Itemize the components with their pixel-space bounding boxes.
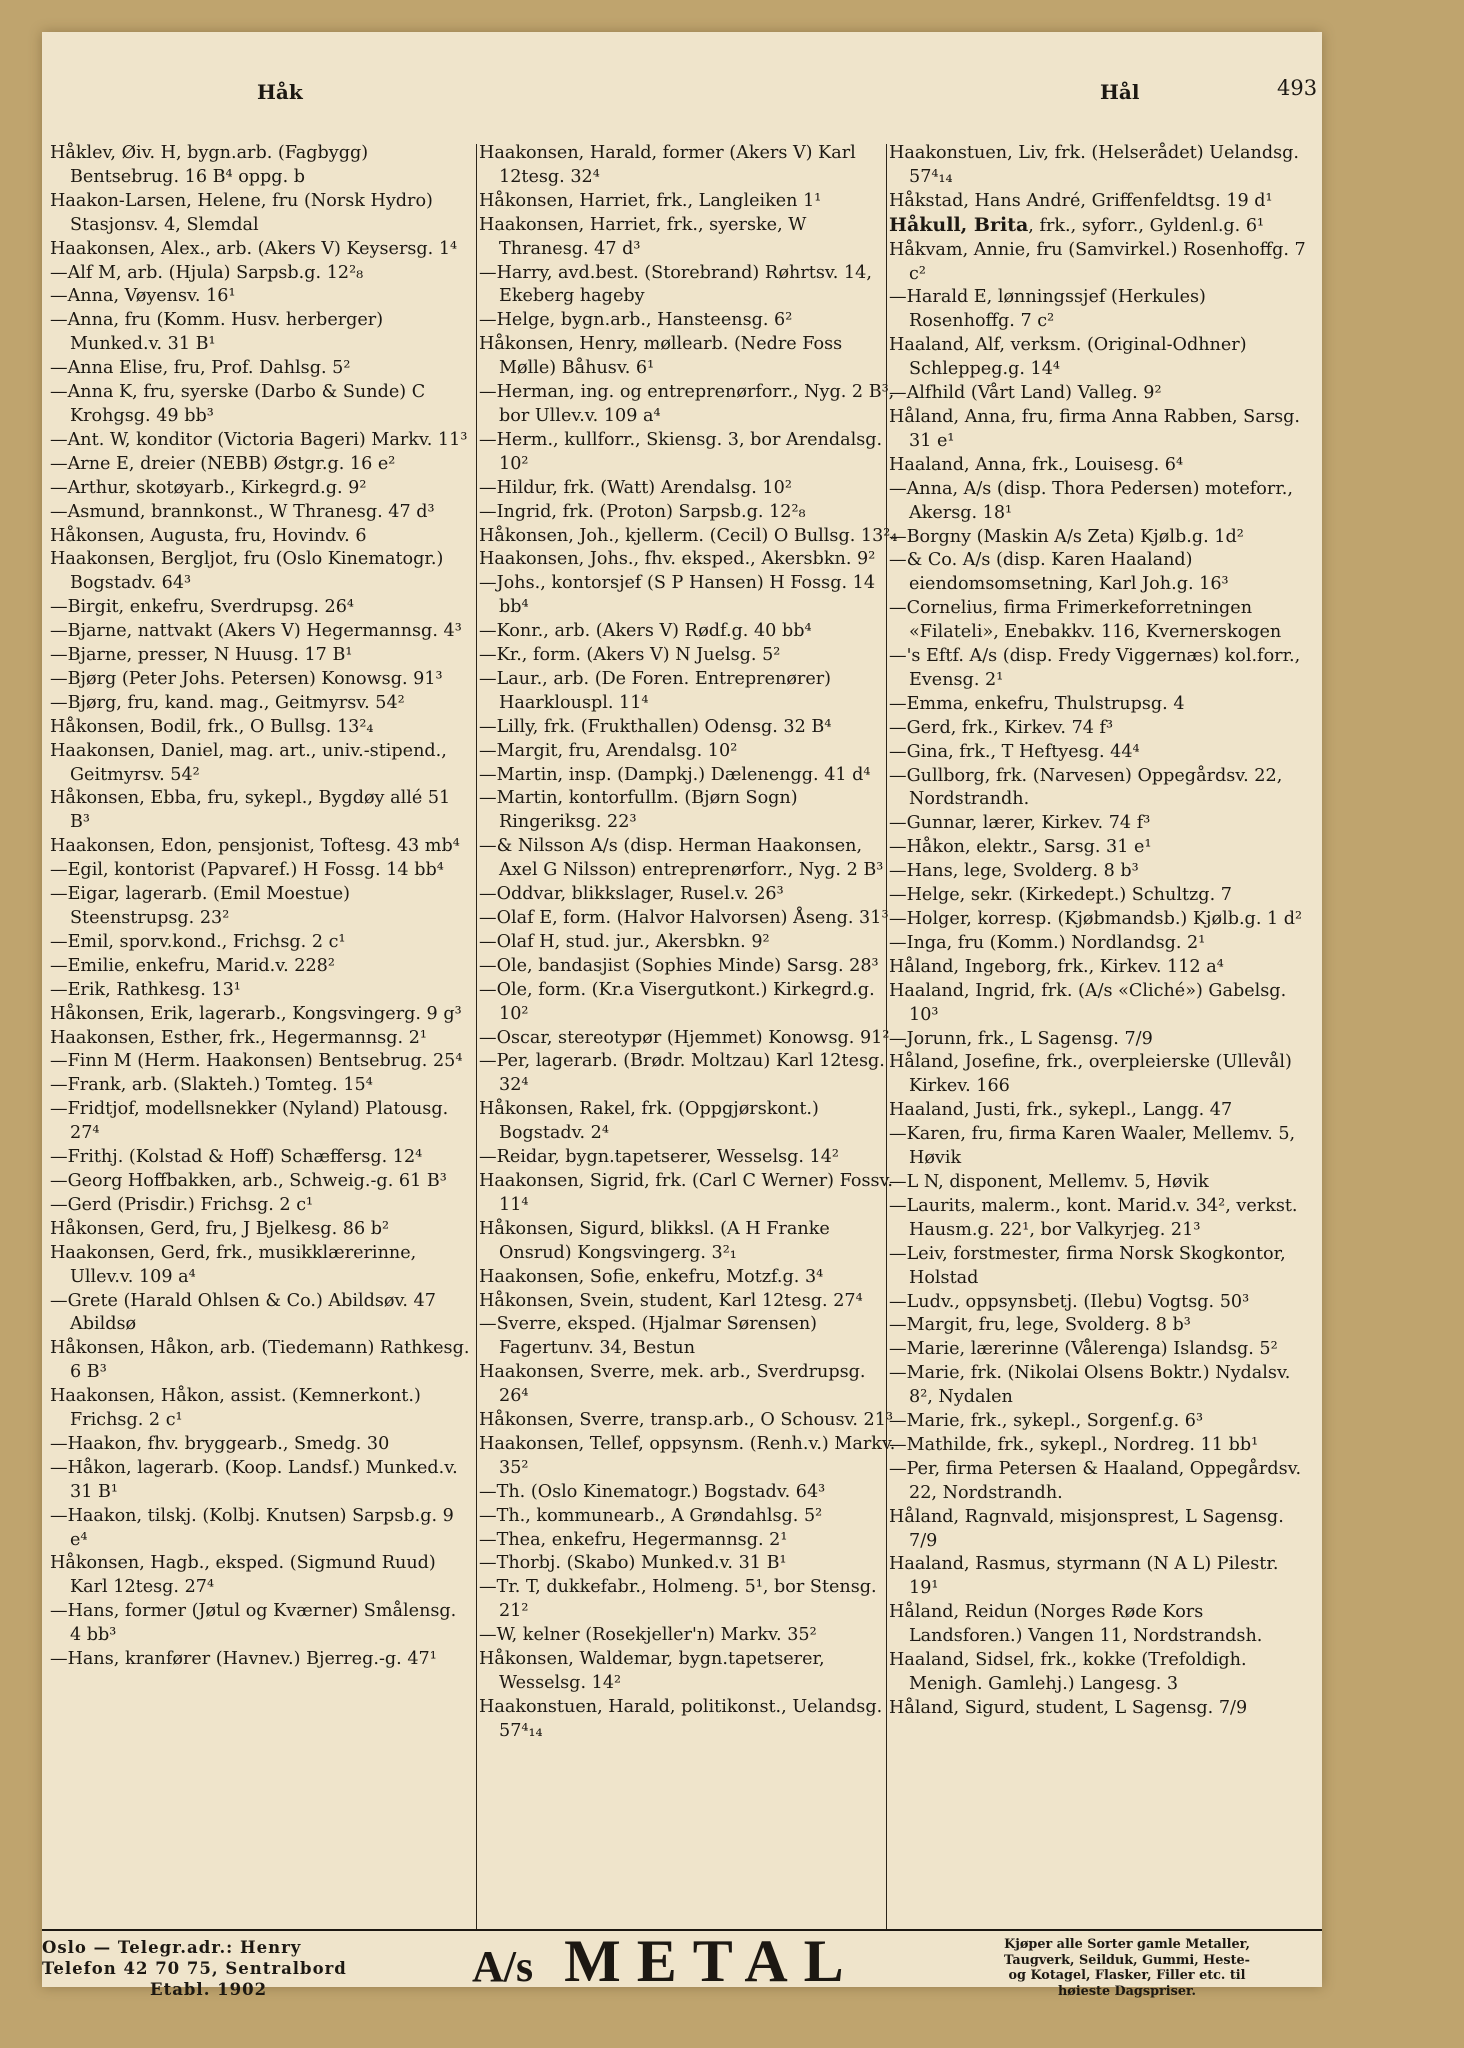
directory-entry: —Frank, arb. (Slakteh.) Tomteg. 15⁴ <box>50 1075 373 1096</box>
directory-entry: Haakonsen, Gerd, frk., musikklærerinne, Ullev.v. 109 a⁴ <box>50 1242 417 1287</box>
directory-entry: —Arthur, skotøyarb., Kirkegrd.g. 9² <box>50 477 367 498</box>
directory-entry: —L N, disponent, Mellemv. 5, Høvik <box>889 1171 1209 1192</box>
directory-entry: Haakonsen, Håkon, assist. (Kemnerkont.) Frichsg. 2 c¹ <box>50 1386 421 1431</box>
directory-entry: Håkonsen, Joh., kjellerm. (Cecil) O Bullsg. 13²₄ <box>479 525 898 546</box>
directory-entry: Håkonsen, Sigurd, blikksl. (A H Franke Onsrud) Kongsvingerg. 3²₁ <box>479 1218 830 1263</box>
directory-entry: —Bjarne, presser, N Huusg. 17 B¹ <box>50 645 353 666</box>
directory-entry: —Asmund, brannkonst., W Thranesg. 47 d³ <box>50 501 435 522</box>
directory-entry: —Håkon, lagerarb. (Koop. Landsf.) Munked.v. 31 B¹ <box>50 1457 458 1502</box>
directory-entry: —Harald E, lønningssjef (Herkules) Rosenhoffg. 7 c² <box>889 287 1206 332</box>
directory-entry: —Herman, ing. og entreprenørforr., Nyg. 2 B³, bor Ullev.v. 109 a⁴ <box>479 382 895 426</box>
directory-entry: —Per, firma Petersen & Haaland, Oppegårdsv. 22, Nordstrandh. <box>889 1458 1302 1503</box>
directory-entry: —Alfhild (Vårt Land) Valleg. 9² <box>889 383 1162 404</box>
directory-entry: —Helge, bygn.arb., Hansteensg. 6² <box>479 310 793 331</box>
directory-entry: —Tr. T, dukkefabr., Holmeng. 5¹, bor Stensg. 21² <box>479 1577 877 1622</box>
directory-entry: —Margit, fru, Arendalsg. 10² <box>479 740 738 761</box>
directory-entry: —Marie, frk. (Nikolai Olsens Boktr.) Nydalsv. 8², Nydalen <box>889 1363 1291 1408</box>
directory-entry: Håland, Reidun (Norges Røde Kors Landsforen.) Vangen 11, Nordstrandsh. <box>889 1602 1263 1647</box>
ad-contact-line: Etabl. 1902 <box>150 1980 268 1999</box>
directory-entry: —Johs., kontorsjef (S P Hansen) H Fossg. 14 bb⁴ <box>479 573 876 618</box>
directory-entry: —Marie, lærerinne (Vålerenga) Islandsg. 5² <box>889 1339 1278 1360</box>
directory-entry: Håland, Josefine, frk., overpleierske (Ullevål) Kirkev. 166 <box>889 1052 1292 1097</box>
directory-entry: —Emil, sporv.kond., Frichsg. 2 c¹ <box>50 931 346 952</box>
directory-entry: —Per, lagerarb. (Brødr. Moltzau) Karl 12tesg. 32⁴ <box>479 1051 885 1096</box>
directory-entry: —Oscar, stereotypør (Hjemmet) Konowsg. 91² <box>479 1027 890 1048</box>
directory-entry: —'s Eftf. A/s (disp. Fredy Viggernæs) kol.forr., Evensg. 2¹ <box>889 646 1301 690</box>
ad-offer-block <box>932 1937 1322 1999</box>
directory-entry: —Finn M (Herm. Haakonsen) Bentsebrug. 25⁴ <box>50 1051 463 1072</box>
directory-entry: —W, kelner (Rosekjeller'n) Markv. 35² <box>479 1625 817 1646</box>
directory-entry: Haaland, Sidsel, frk., kokke (Trefoldigh. Menigh. Gamlehj.) Langesg. 3 <box>889 1650 1247 1694</box>
page-number: 493 <box>1277 76 1318 100</box>
directory-entry: Haaland, Anna, frk., Louisesg. 6⁴ <box>889 454 1184 475</box>
directory-entry: Håkonsen, Ebba, fru, sykepl., Bygdøy allé 51 B³ <box>50 788 451 833</box>
directory-entry: —Gerd (Prisdir.) Frichsg. 2 c¹ <box>50 1194 314 1215</box>
directory-entry: —Martin, kontorfullm. (Bjørn Sogn) Ringeriksg. 22³ <box>479 788 798 833</box>
directory-entry: —Laur., arb. (De Foren. Entreprenører) Haarklouspl. 11⁴ <box>479 668 832 713</box>
directory-entry: Haaland, Justi, frk., sykepl., Langg. 47 <box>889 1100 1233 1121</box>
directory-entry: —Anna, fru (Komm. Husv. herberger) Munked.v. 31 B¹ <box>50 310 384 355</box>
directory-entry: —Martin, insp. (Dampkj.) Dælenengg. 41 d⁴ <box>479 764 871 785</box>
directory-entry: —Th. (Oslo Kinematogr.) Bogstadv. 64³ <box>479 1481 826 1502</box>
directory-entry: —Håkon, elektr., Sarsg. 31 e¹ <box>889 837 1152 858</box>
directory-entry: Haakonsen, Bergljot, fru (Oslo Kinematogr.) Bogstadv. 64³ <box>50 549 444 594</box>
directory-entry: Haaland, Ingrid, frk. (A/s «Cliché») Gabelsg. 10³ <box>889 980 1287 1025</box>
directory-entry: —Helge, sekr. (Kirkedept.) Schultzg. 7 <box>889 885 1232 906</box>
directory-entry: —Herm., kullforr., Skiensg. 3, bor Arendalsg. 10² <box>479 429 883 474</box>
directory-entry: —Egil, kontorist (Papvaref.) H Fossg. 14 bb⁴ <box>50 860 444 881</box>
directory-entry: —Hildur, frk. (Watt) Arendalsg. 10² <box>479 477 792 498</box>
directory-entry: —Georg Hoffbakken, arb., Schweig.-g. 61 B³ <box>50 1170 447 1191</box>
directory-entry <box>889 214 1309 239</box>
directory-entry: Haaland, Alf, verksm. (Original-Odhner) Schleppeg.g. 14⁴ <box>889 335 1247 380</box>
directory-entry: —Haakon, tilskj. (Kolbj. Knutsen) Sarpsb.g. 9 e⁴ <box>50 1505 454 1550</box>
column-rule-1 <box>476 144 477 1929</box>
directory-entry: —Konr., arb. (Akers V) Rødf.g. 40 bb⁴ <box>479 621 812 642</box>
directory-entry: —Margit, fru, lege, Svolderg. 8 b³ <box>889 1315 1191 1336</box>
directory-entry: Haakonsen, Harald, former (Akers V) Karl 12tesg. 32⁴ <box>479 143 856 187</box>
advertisement-footer <box>42 1928 1322 1999</box>
directory-entry: —Gina, frk., T Heftyesg. 44⁴ <box>889 741 1140 762</box>
directory-entry: —Erik, Rathkesg. 13¹ <box>50 979 241 1000</box>
entry-bold-name: Håkull, Brita <box>889 213 1029 236</box>
directory-entry: —Ole, bandasjist (Sophies Minde) Sarsg. 28³ <box>479 955 879 976</box>
directory-entry: Håland, Ingeborg, frk., Kirkev. 112 a⁴ <box>889 956 1224 977</box>
directory-entry: —Bjarne, nattvakt (Akers V) Hegermannsg. 4³ <box>50 621 462 642</box>
directory-entry: Håkonsen, Harriet, frk., Langleiken 1¹ <box>479 190 822 211</box>
ad-brand-name: METAL <box>564 1928 860 1994</box>
ad-contact-block <box>42 1937 347 2000</box>
directory-entry: —Fridtjof, modellsnekker (Nyland) Platousg. 27⁴ <box>50 1099 449 1144</box>
directory-entry: —Mathilde, frk., sykepl., Nordreg. 11 bb¹ <box>889 1434 1259 1455</box>
directory-entry: Håkonsen, Rakel, frk. (Oppgjørskont.) Bogstadv. 2⁴ <box>479 1099 819 1144</box>
directory-entry: Haakonstuen, Harald, politikonst., Uelandsg. 57⁴₁₄ <box>479 1696 883 1741</box>
directory-entry: Håland, Sigurd, student, L Sagensg. 7/9 <box>889 1697 1248 1718</box>
directory-entry: Håkonsen, Waldemar, bygn.tapetserer, Wesselsg. 14² <box>479 1649 825 1693</box>
directory-entry: —Hans, kranfører (Havnev.) Bjerreg.-g. 47¹ <box>50 1649 437 1670</box>
directory-entry: —Bjørg, fru, kand. mag., Geitmyrsv. 54² <box>50 692 405 713</box>
directory-entry: Håkonsen, Augusta, fru, Hovindv. 6 <box>50 525 367 546</box>
ad-contact-line: Telefon 42 70 75, Sentralbord <box>42 1959 347 1978</box>
directory-entry: —Thea, enkefru, Hegermannsg. 2¹ <box>479 1529 788 1550</box>
directory-entry: —Leiv, forstmester, firma Norsk Skogkontor, Holstad <box>889 1243 1286 1288</box>
directory-entry: —Olaf H, stud. jur., Akersbkn. 9² <box>479 931 770 952</box>
directory-entry: —Olaf E, form. (Halvor Halvorsen) Åseng. 31³ <box>479 908 889 928</box>
directory-entry: Håkonsen, Henry, møllearb. (Nedre Foss Mølle) Båhusv. 6¹ <box>479 334 843 379</box>
directory-entry: —Arne E, dreier (NEBB) Østgr.g. 16 e² <box>50 453 396 474</box>
directory-entry: Håkonsen, Håkon, arb. (Tiedemann) Rathkesg. 6 B³ <box>50 1338 470 1383</box>
directory-entry: —Laurits, malerm., kont. Marid.v. 34², verkst. Hausm.g. 22¹, bor Valkyrjeg. 21³ <box>889 1195 1298 1240</box>
directory-entry: —Reidar, bygn.tapetserer, Wesselsg. 14² <box>479 1147 839 1168</box>
directory-entry: Haakonsen, Alex., arb. (Akers V) Keysersg. 1⁴ <box>50 238 458 259</box>
directory-entry: —Anna K, fru, syerske (Darbo & Sunde) C Krohgsg. 49 bb³ <box>50 382 426 426</box>
directory-entry: Håklev, Øiv. H, bygn.arb. (Fagbygg) Bentsebrug. 16 B⁴ oppg. b <box>50 143 369 187</box>
directory-entry: Haakonsen, Tellef, oppsynsm. (Renh.v.) Markv. 35² <box>479 1433 896 1478</box>
directory-entry: —& Co. A/s (disp. Karen Haaland) eiendomsomsetning, Karl Joh.g. 16³ <box>889 550 1229 595</box>
directory-entry: —Marie, frk., sykepl., Sorgenf.g. 6³ <box>889 1411 1204 1432</box>
directory-entry: —Borgny (Maskin A/s Zeta) Kjølb.g. 1d² <box>889 526 1244 547</box>
directory-entry: Haaland, Rasmus, styrmann (N A L) Pilestr. 19¹ <box>889 1554 1279 1599</box>
directory-page <box>42 32 1322 1999</box>
header-center-keyword: Hål <box>1100 80 1140 104</box>
directory-entry: —Anna Elise, fru, Prof. Dahlsg. 5² <box>50 358 351 379</box>
directory-entry: —Sverre, eksped. (Hjalmar Sørensen) Fagertunv. 34, Bestun <box>479 1314 818 1359</box>
directory-entry: —Gunnar, lærer, Kirkev. 74 f³ <box>889 813 1151 834</box>
directory-entry: —Ole, form. (Kr.a Visergutkont.) Kirkegrd.g. 10² <box>479 979 875 1024</box>
directory-entry: Haakonsen, Harriet, frk., syerske, W Thranesg. 47 d³ <box>479 214 807 259</box>
ad-offer-line: høieste Dagspriser. <box>1057 1983 1197 1999</box>
directory-entry: —Karen, fru, firma Karen Waaler, Mellemv. 5, Høvik <box>889 1124 1296 1169</box>
directory-entry: —Gullborg, frk. (Narvesen) Oppegårdsv. 22, Nordstrandh. <box>889 765 1283 810</box>
directory-entry: —Haakon, fhv. bryggearb., Smedg. 30 <box>50 1433 390 1454</box>
directory-entry: —& Nilsson A/s (disp. Herman Haakonsen, Axel G Nilsson) entreprenørforr., Nyg. 2 B³ <box>479 836 884 881</box>
directory-entry: —Anna, A/s (disp. Thora Pedersen) moteforr., Akersg. 18¹ <box>889 478 1293 523</box>
directory-entry: —Bjørg (Peter Johs. Petersen) Konowsg. 91³ <box>50 668 443 689</box>
ad-brand-prefix: A/s <box>472 1942 534 1991</box>
directory-entry: —Emma, enkefru, Thulstrupsg. 4 <box>889 693 1185 714</box>
directory-entry: Håkonsen, Erik, lagerarb., Kongsvingerg. 9 g³ <box>50 1003 462 1024</box>
directory-entry: —Hans, former (Jøtul og Kværner) Smålensg. 4 bb³ <box>50 1601 457 1646</box>
directory-entry: —Hans, lege, Svolderg. 8 b³ <box>889 861 1139 882</box>
directory-entry: —Eigar, lagerarb. (Emil Moestue) Steenstrupsg. 23² <box>50 884 350 928</box>
directory-entry: Haakon-Larsen, Helene, fru (Norsk Hydro) Stasjonsv. 4, Slemdal <box>50 190 433 235</box>
directory-entry: Haakonsen, Edon, pensjonist, Toftesg. 43 mb⁴ <box>50 836 460 857</box>
directory-entry: —Emilie, enkefru, Marid.v. 228² <box>50 955 335 976</box>
directory-entry: Håkonsen, Hagb., eksped. (Sigmund Ruud) Karl 12tesg. 27⁴ <box>50 1553 436 1598</box>
directory-entry: —Ingrid, frk. (Proton) Sarpsb.g. 12²₈ <box>479 501 806 522</box>
column-2 <box>479 142 899 1744</box>
directory-entry: Haakonsen, Sverre, mek. arb., Sverdrupsg. 26⁴ <box>479 1362 866 1407</box>
entry-rest: , frk., syforr., Gyldenl.g. 6¹ <box>1028 215 1265 236</box>
directory-entry: —Cornelius, firma Frimerkeforretningen «Filateli», Enebakkv. 116, Kvernerskogen <box>889 598 1282 643</box>
header-left-keyword: Håk <box>257 80 303 104</box>
directory-entry: Haakonsen, Sofie, enkefru, Motzf.g. 3⁴ <box>479 1266 824 1287</box>
directory-entry: —Thorbj. (Skabo) Munked.v. 31 B¹ <box>479 1553 787 1574</box>
directory-entry: Håkstad, Hans André, Griffenfeldtsg. 19 d¹ <box>889 190 1273 211</box>
column-3 <box>889 142 1309 1721</box>
directory-entry: Håland, Ragnvald, misjonsprest, L Sagensg. 7/9 <box>889 1506 1284 1551</box>
ad-offer-line: Taugverk, Seilduk, Gummi, Heste- <box>1004 1952 1250 1968</box>
column-1 <box>50 142 470 1672</box>
directory-entry: Håkonsen, Bodil, frk., O Bullsg. 13²₄ <box>50 716 374 737</box>
ad-contact-line: Oslo — Telegr.adr.: Henry <box>42 1938 302 1957</box>
directory-entry: Haakonsen, Johs., fhv. eksped., Akersbkn. 9² <box>479 549 876 570</box>
directory-entry: —Harry, avd.best. (Storebrand) Røhrtsv. 14, Ekeberg hageby <box>479 262 872 307</box>
directory-entry: —Grete (Harald Ohlsen & Co.) Abildsøv. 47 Abildsø <box>50 1290 436 1335</box>
directory-entry: —Jorunn, frk., L Sagensg. 7/9 <box>889 1028 1153 1049</box>
directory-entry: Håkonsen, Sverre, transp.arb., O Schousv. 21³ <box>479 1410 894 1431</box>
directory-entry: —Birgit, enkefru, Sverdrupsg. 26⁴ <box>50 597 354 618</box>
ad-brand <box>472 1927 860 1996</box>
directory-entry: —Frithj. (Kolstad & Hoff) Schæffersg. 12⁴ <box>50 1147 423 1168</box>
ad-offer-line: Kjøper alle Sorter gamle Metaller, <box>1004 1937 1250 1952</box>
directory-entry: Håkonsen, Svein, student, Karl 12tesg. 27⁴ <box>479 1290 863 1311</box>
directory-entry: —Ludv., oppsynsbetj. (Ilebu) Vogtsg. 50³ <box>889 1291 1250 1312</box>
directory-entry: —Lilly, frk. (Frukthallen) Odensg. 32 B⁴ <box>479 716 832 737</box>
directory-entry: —Th., kommunearb., A Grøndahlsg. 5² <box>479 1505 823 1526</box>
directory-entry: Haakonstuen, Liv, frk. (Helserådet) Uelandsg. 57⁴₁₄ <box>889 143 1299 187</box>
directory-entry: —Gerd, frk., Kirkev. 74 f³ <box>889 717 1114 738</box>
directory-entry: Haakonsen, Sigrid, frk. (Carl C Werner) Fossv. 11⁴ <box>479 1170 893 1215</box>
directory-entry: Haakonsen, Esther, frk., Hegermannsg. 2¹ <box>50 1027 427 1048</box>
directory-entry: —Oddvar, blikkslager, Rusel.v. 26³ <box>479 884 784 905</box>
page-header <box>42 72 1322 112</box>
directory-entry: Haakonsen, Daniel, mag. art., univ.-stipend., Geitmyrsv. 54² <box>50 740 447 785</box>
directory-entry: Håkvam, Annie, fru (Samvirkel.) Rosenhoffg. 7 c² <box>889 239 1306 284</box>
directory-entry: Håland, Anna, fru, firma Anna Rabben, Sarsg. 31 e¹ <box>889 406 1300 451</box>
directory-entry: —Anna, Vøyensv. 16¹ <box>50 286 236 307</box>
directory-entry: Håkonsen, Gerd, fru, J Bjelkesg. 86 b² <box>50 1218 390 1239</box>
directory-entry: —Holger, korresp. (Kjøbmandsb.) Kjølb.g. 1 d² <box>889 909 1303 929</box>
directory-entry: —Inga, fru (Komm.) Nordlandsg. 2¹ <box>889 932 1206 953</box>
directory-entry: —Kr., form. (Akers V) N Juelsg. 5² <box>479 645 781 666</box>
directory-entry: —Alf M, arb. (Hjula) Sarpsb.g. 12²₈ <box>50 262 364 283</box>
directory-entry: —Ant. W, konditor (Victoria Bageri) Markv. 11³ <box>50 429 468 450</box>
ad-offer-line: og Kotagel, Flasker, Filler etc. til <box>1008 1968 1246 1983</box>
